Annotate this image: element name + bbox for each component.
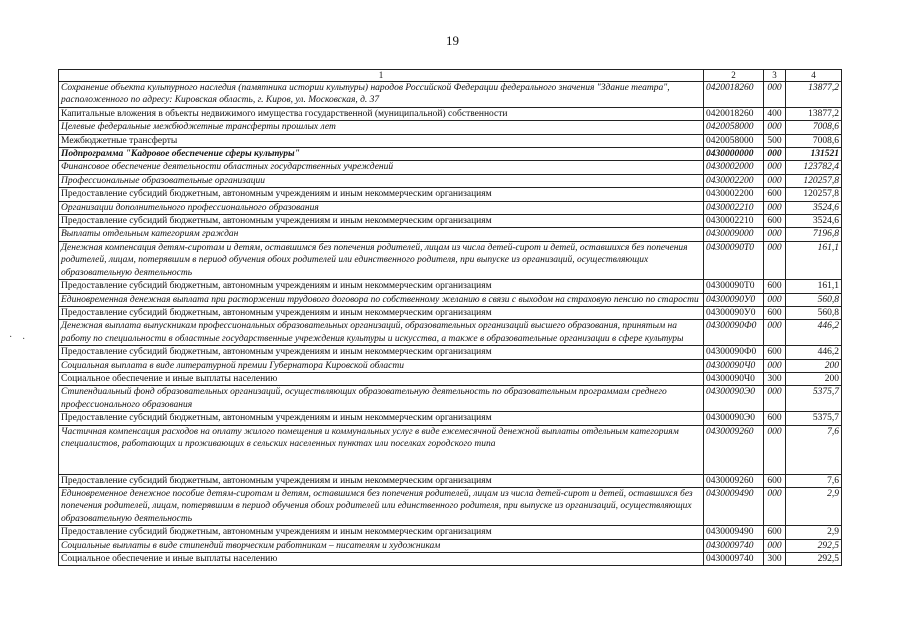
row-code-cell: 0420018260 <box>704 107 764 120</box>
row-code-cell: 0430002200 <box>704 188 764 201</box>
row-code-cell: 0430009740 <box>704 539 764 552</box>
row-name-cell: Целевые федеральные межбюджетные трансферты прошлых лет <box>59 121 704 134</box>
row-code-cell: 0430009000 <box>704 228 764 241</box>
table-row <box>59 280 842 293</box>
table-row <box>59 161 842 174</box>
table-row <box>59 553 842 566</box>
table-row <box>59 539 842 552</box>
row-type-cell: 400 <box>764 107 786 120</box>
table-row <box>59 134 842 147</box>
row-amount-cell: 5375,7 <box>786 386 842 412</box>
row-name-cell: Финансовое обеспечение деятельности областных государственных учреждений <box>59 161 704 174</box>
row-name-cell: Подпрограмма "Кадровое обеспечение сферы культуры" <box>59 148 704 161</box>
row-code-cell: 04300090Ф0 <box>704 320 764 346</box>
row-code-cell: 0420018260 <box>704 82 764 108</box>
row-name-cell: Предоставление субсидий бюджетным, автономным учреждениям и иным некоммерческим организациям <box>59 280 704 293</box>
row-amount-cell: 560,8 <box>786 293 842 306</box>
row-type-cell: 300 <box>764 372 786 385</box>
row-name-cell: Межбюджетные трансферты <box>59 134 704 147</box>
row-type-cell: 000 <box>764 539 786 552</box>
row-name-cell: Стипендиальный фонд образовательных организаций, осуществляющих образовательную деятельность по образовательным программам среднего профессионального образования <box>59 386 704 412</box>
row-amount-cell: 2,9 <box>786 487 842 525</box>
row-name-cell: Предоставление субсидий бюджетным, автономным учреждениям и иным некоммерческим организациям <box>59 412 704 425</box>
row-code-cell: 0430009740 <box>704 553 764 566</box>
row-amount-cell: 446,2 <box>786 346 842 359</box>
row-amount-cell: 292,5 <box>786 553 842 566</box>
table-row <box>59 359 842 372</box>
margin-tick-mark: · <box>9 332 13 343</box>
row-type-cell: 600 <box>764 526 786 539</box>
row-amount-cell: 13877,2 <box>786 107 842 120</box>
row-code-cell: 04300090Ч0 <box>704 372 764 385</box>
row-name-cell: Социальные выплаты в виде стипендий творческим работникам – писателям и художникам <box>59 539 704 552</box>
row-name-cell: Сохранение объекта культурного наследия (памятника истории культуры) народов Российской Федерации федерального значения "Здание театра", расположенного по адресу: Кировская область, г. Киров, ул. Московская, д. 37 <box>59 82 704 108</box>
row-amount-cell: 120257,8 <box>786 188 842 201</box>
row-code-cell: 0430009260 <box>704 474 764 487</box>
row-code-cell: 0430002210 <box>704 215 764 228</box>
row-amount-cell: 5375,7 <box>786 412 842 425</box>
row-amount-cell: 161,1 <box>786 280 842 293</box>
table-header-row <box>59 70 842 82</box>
row-type-cell: 000 <box>764 320 786 346</box>
row-amount-cell: 560,8 <box>786 306 842 319</box>
row-name-cell: Единовременная денежная выплата при расторжении трудового договора по собственному желанию в связи с выходом на страховую пенсию по старости <box>59 293 704 306</box>
row-code-cell: 0430009260 <box>704 425 764 474</box>
row-type-cell: 000 <box>764 293 786 306</box>
row-code-cell: 04300090Э0 <box>704 386 764 412</box>
row-code-cell: 04300090У0 <box>704 306 764 319</box>
row-code-cell: 04300090Ф0 <box>704 346 764 359</box>
row-type-cell: 600 <box>764 280 786 293</box>
row-type-cell: 000 <box>764 82 786 108</box>
row-name-cell: Предоставление субсидий бюджетным, автономным учреждениям и иным некоммерческим организациям <box>59 215 704 228</box>
row-code-cell: 0430009490 <box>704 526 764 539</box>
row-type-cell: 600 <box>764 306 786 319</box>
row-type-cell: 000 <box>764 359 786 372</box>
row-name-cell: Предоставление субсидий бюджетным, автономным учреждениям и иным некоммерческим организациям <box>59 306 704 319</box>
header-col-2: 2 <box>704 70 764 82</box>
table-row <box>59 174 842 187</box>
table-row <box>59 82 842 108</box>
row-name-cell: Профессиональные образовательные организации <box>59 174 704 187</box>
row-type-cell: 000 <box>764 174 786 187</box>
row-amount-cell: 131521 <box>786 148 842 161</box>
table-row <box>59 215 842 228</box>
row-name-cell: Социальная выплата в виде литературной премии Губернатора Кировской области <box>59 359 704 372</box>
table-row <box>59 228 842 241</box>
row-type-cell: 000 <box>764 121 786 134</box>
page-number: 19 <box>446 33 459 48</box>
row-code-cell: 0430002210 <box>704 201 764 214</box>
row-name-cell: Предоставление субсидий бюджетным, автономным учреждениям и иным некоммерческим организациям <box>59 474 704 487</box>
row-amount-cell: 446,2 <box>786 320 842 346</box>
row-type-cell: 000 <box>764 425 786 474</box>
row-type-cell: 000 <box>764 241 786 279</box>
row-amount-cell: 2,9 <box>786 526 842 539</box>
table-row <box>59 201 842 214</box>
row-code-cell: 0430000000 <box>704 148 764 161</box>
row-amount-cell: 7008,6 <box>786 121 842 134</box>
table-row <box>59 526 842 539</box>
row-name-cell: Социальное обеспечение и иные выплаты населению <box>59 372 704 385</box>
budget-table <box>58 69 842 566</box>
row-name-cell: Денежная компенсация детям-сиротам и детям, оставшимся без попечения родителей, лицам из числа детей-сирот и детей, оставшихся без попечения родителей, лицам, потерявшим в период обучения обоих родителей или единственного родителя, при выпуске из организаций, осуществляющих образовательную деятельность <box>59 241 704 279</box>
row-code-cell: 04300090Ч0 <box>704 359 764 372</box>
row-type-cell: 000 <box>764 161 786 174</box>
row-type-cell: 600 <box>764 474 786 487</box>
row-type-cell: 000 <box>764 487 786 525</box>
row-code-cell: 0430002200 <box>704 174 764 187</box>
row-code-cell: 0430009490 <box>704 487 764 525</box>
row-name-cell: Выплаты отдельным категориям граждан <box>59 228 704 241</box>
row-name-cell: Социальное обеспечение и иные выплаты населению <box>59 553 704 566</box>
row-code-cell: 04300090У0 <box>704 293 764 306</box>
table-row <box>59 320 842 346</box>
row-amount-cell: 120257,8 <box>786 174 842 187</box>
row-amount-cell: 161,1 <box>786 241 842 279</box>
row-name-cell: Организации дополнительного профессионального образования <box>59 201 704 214</box>
row-code-cell: 0430002000 <box>704 161 764 174</box>
row-amount-cell: 7008,6 <box>786 134 842 147</box>
row-type-cell: 000 <box>764 201 786 214</box>
row-type-cell: 600 <box>764 412 786 425</box>
row-type-cell: 600 <box>764 188 786 201</box>
margin-tick-mark: · <box>22 334 26 345</box>
row-type-cell: 000 <box>764 228 786 241</box>
row-amount-cell: 7,6 <box>786 474 842 487</box>
row-type-cell: 600 <box>764 346 786 359</box>
table-row <box>59 306 842 319</box>
table-row <box>59 148 842 161</box>
row-amount-cell: 7,6 <box>786 425 842 474</box>
table-row <box>59 425 842 474</box>
row-name-cell: Предоставление субсидий бюджетным, автономным учреждениям и иным некоммерческим организациям <box>59 188 704 201</box>
table-row <box>59 121 842 134</box>
row-name-cell: Частичная компенсация расходов на оплату жилого помещения и коммунальных услуг в виде ежемесячной денежной выплаты отдельным категориям специалистов, работающих и проживающих в сельских населенных пунктах или поселках городского типа <box>59 425 704 474</box>
table-row <box>59 386 842 412</box>
row-amount-cell: 292,5 <box>786 539 842 552</box>
table-row <box>59 346 842 359</box>
row-amount-cell: 13877,2 <box>786 82 842 108</box>
row-code-cell: 0420058000 <box>704 121 764 134</box>
row-amount-cell: 7196,8 <box>786 228 842 241</box>
table-row <box>59 474 842 487</box>
row-code-cell: 04300090Т0 <box>704 241 764 279</box>
row-type-cell: 600 <box>764 215 786 228</box>
row-code-cell: 04300090Э0 <box>704 412 764 425</box>
table-row <box>59 188 842 201</box>
row-type-cell: 000 <box>764 148 786 161</box>
row-amount-cell: 3524,6 <box>786 215 842 228</box>
row-name-cell: Предоставление субсидий бюджетным, автономным учреждениям и иным некоммерческим организациям <box>59 526 704 539</box>
row-amount-cell: 200 <box>786 372 842 385</box>
header-col-3: 3 <box>764 70 786 82</box>
row-code-cell: 0420058000 <box>704 134 764 147</box>
row-type-cell: 300 <box>764 553 786 566</box>
table-row <box>59 293 842 306</box>
row-code-cell: 04300090Т0 <box>704 280 764 293</box>
table-row <box>59 241 842 279</box>
row-type-cell: 500 <box>764 134 786 147</box>
row-type-cell: 000 <box>764 386 786 412</box>
table-row <box>59 412 842 425</box>
row-amount-cell: 123782,4 <box>786 161 842 174</box>
header-col-4: 4 <box>786 70 842 82</box>
row-amount-cell: 200 <box>786 359 842 372</box>
header-col-1: 1 <box>59 70 704 82</box>
row-name-cell: Единовременное денежное пособие детям-сиротам и детям, оставшимся без попечения родителей, лицам из числа детей-сирот и детей, оставшихся без попечения родителей, лицам, потерявшим в период обучения обоих родителей или единственного родителя, при выпуске из организаций, осуществляющих образовательную деятельность <box>59 487 704 525</box>
table-row <box>59 107 842 120</box>
row-name-cell: Денежная выплата выпускникам профессиональных образовательных организаций, образовательных организаций высшего образования, принятым на работу по специальности в областные государственные учреждения культуры и искусства, а также в образовательные организации в сфере культуры <box>59 320 704 346</box>
table-row <box>59 372 842 385</box>
table-row <box>59 487 842 525</box>
row-amount-cell: 3524,6 <box>786 201 842 214</box>
row-name-cell: Капитальные вложения в объекты недвижимого имущества государственной (муниципальной) собственности <box>59 107 704 120</box>
row-name-cell: Предоставление субсидий бюджетным, автономным учреждениям и иным некоммерческим организациям <box>59 346 704 359</box>
